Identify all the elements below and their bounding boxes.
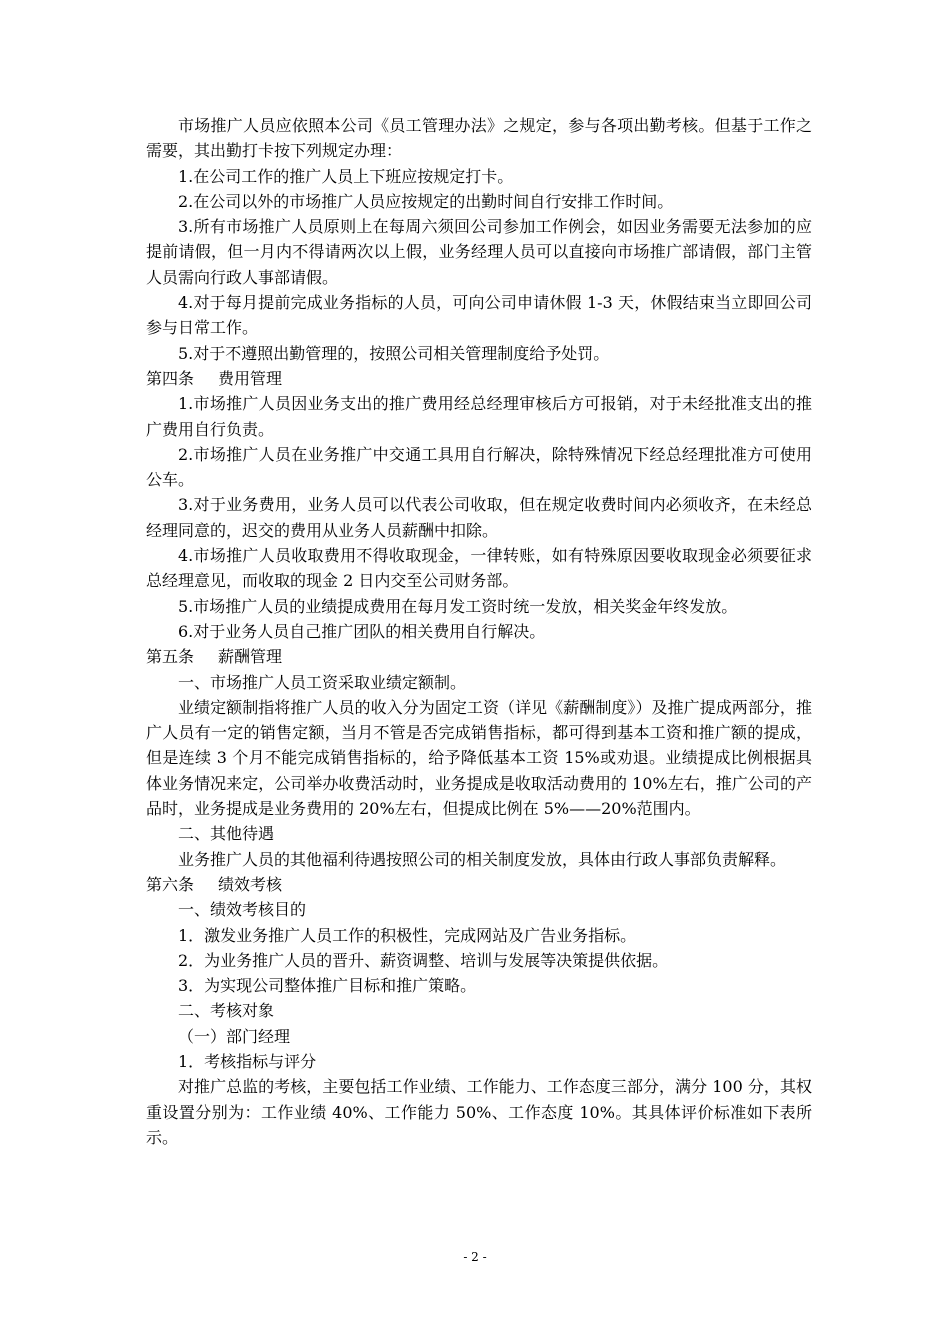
- paragraph: （一）部门经理: [178, 1026, 291, 1046]
- paragraph: 3.对于业务费用，业务人员可以代表公司收取，但在规定收费时间内必须收齐，在未经总经理同意的，迟交的费用从业务人员薪酬中扣除。: [146, 495, 812, 540]
- paragraph: 二、其他待遇: [178, 824, 275, 844]
- paragraph: 市场推广人员应依照本公司《员工管理办法》之规定，参与各项出勤考核。但基于工作之需要，其出勤打卡按下列规定办理：: [146, 116, 812, 161]
- paragraph: 业绩定额制指将推广人员的收入分为固定工资（详见《薪酬制度》）及推广提成两部分，推广人员有一定的销售定额，当月不管是否完成销售指标，都可得到基本工资和推广额的提成，但是连续 3 个月不能完成销售指标的，给予降低基本工资 15%或劝退。业绩提成比例根据具体业务情况来定，公司举办收费活动时，业务提成是收取活动费用的 10%左右，推广公司的产品时，业务提成是业务费用的 20%左右，但提成比例在 5%——20%范围内。: [146, 697, 812, 819]
- paragraph: 2.在公司以外的市场推广人员应按规定的出勤时间自行安排工作时间。: [178, 191, 674, 211]
- paragraph: 3．为实现公司整体推广目标和推广策略。: [178, 976, 477, 996]
- section-heading-6: [146, 872, 812, 897]
- section-number: 第四条: [146, 368, 195, 388]
- paragraph: 2．为业务推广人员的晋升、薪资调整、培训与发展等决策提供依据。: [178, 950, 669, 970]
- paragraph: 一、绩效考核目的: [178, 900, 307, 920]
- section-title: 绩效考核: [218, 874, 283, 894]
- paragraph: 4.对于每月提前完成业务指标的人员，可向公司申请休假 1-3 天，休假结束当立即回公司参与日常工作。: [146, 293, 812, 338]
- paragraph: 一、市场推广人员工资采取业绩定额制。: [178, 672, 467, 692]
- section-number: 第六条: [146, 874, 195, 894]
- paragraph: 对推广总监的考核，主要包括工作业绩、工作能力、工作态度三部分，满分 100 分，其权重设置分别为：工作业绩 40%、工作能力 50%、工作态度 10%。其具体评价标准如下表所示。: [146, 1077, 812, 1147]
- paragraph: 5.对于不遵照出勤管理的，按照公司相关管理制度给予处罚。: [178, 343, 610, 363]
- section-heading-4: [146, 366, 812, 391]
- section-number: 第五条: [146, 647, 195, 667]
- paragraph: 1.市场推广人员因业务支出的推广费用经总经理审核后方可报销，对于未经批准支出的推广费用自行负责。: [146, 394, 812, 439]
- paragraph: 6.对于业务人员自己推广团队的相关费用自行解决。: [178, 621, 546, 641]
- section-title: 费用管理: [218, 368, 283, 388]
- section-heading-5: [146, 644, 812, 669]
- paragraph: 3.所有市场推广人员原则上在每周六须回公司参加工作例会，如因业务需要无法参加的应提前请假，但一月内不得请两次以上假，业务经理人员可以直接向市场推广部请假，部门主管人员需向行政人事部请假。: [146, 217, 812, 287]
- paragraph: 二、考核对象: [178, 1001, 275, 1021]
- paragraph: 1.在公司工作的推广人员上下班应按规定打卡。: [178, 166, 514, 186]
- section-title: 薪酬管理: [218, 647, 283, 667]
- paragraph: 1．激发业务推广人员工作的积极性，完成网站及广告业务指标。: [178, 925, 637, 945]
- paragraph: 业务推广人员的其他福利待遇按照公司的相关制度发放，具体由行政人事部负责解释。: [178, 849, 787, 869]
- page-number: - 2 -: [463, 1250, 487, 1264]
- paragraph: 4.市场推广人员收取费用不得收取现金，一律转账，如有特殊原因要收取现金必须要征求总经理意见，而收取的现金 2 日内交至公司财务部。: [146, 546, 812, 591]
- paragraph: 1．考核指标与评分: [178, 1051, 317, 1071]
- paragraph: 5.市场推广人员的业绩提成费用在每月发工资时统一发放，相关奖金年终发放。: [178, 596, 738, 616]
- paragraph: 2.市场推广人员在业务推广中交通工具用自行解决，除特殊情况下经总经理批准方可使用公车。: [146, 444, 812, 490]
- document-page: [146, 113, 812, 1150]
